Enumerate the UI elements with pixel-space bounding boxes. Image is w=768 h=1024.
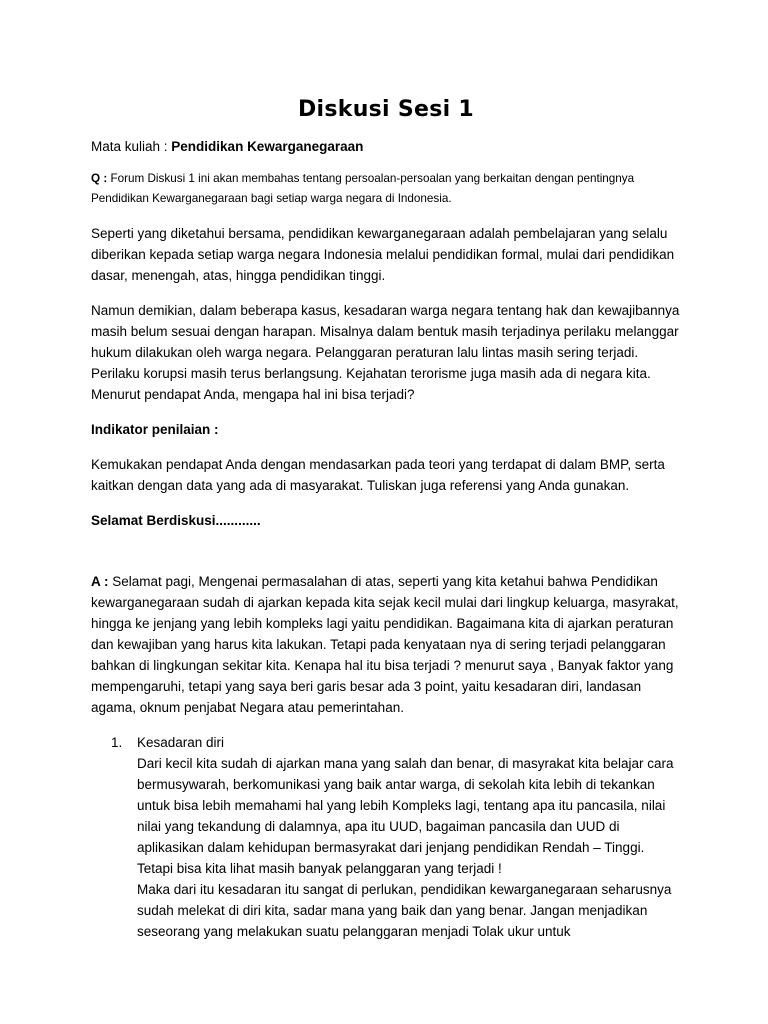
list-item-body-continued: Maka dari itu kesadaran itu sangat di perlukan, pendidikan kewarganegaraan seharusnya sudah melekat di diri kita, sadar mana yang baik dan yang benar. Jangan menjadikan seseorang yang melakukan suatu pelanggaran menjadi Tolak ukur untuk [137,882,672,939]
answer-paragraph [91,571,681,718]
course-line [91,136,681,157]
paragraph-problem: Namun demikian, dalam beberapa kasus, kesadaran warga negara tentang hak dan kewajibannya masih belum sesuai dengan harapan. Misalnya dalam bentuk masih terjadinya perilaku melanggar hukum dilakukan oleh warga negara. Pelanggaran peraturan lalu lintas masih sering terjadi. Perilaku korupsi masih terus berlangsung. Kejahatan terorisme juga masih ada di negara kita. Menurut pendapat Anda, mengapa hal ini bisa terjadi? [91,303,680,402]
list-item-heading: Kesadaran diri [137,735,225,750]
answer-text: Selamat pagi, Mengenai permasalahan di atas, seperti yang kita ketahui bahwa Pendidikan kewarganegaraan sudah di ajarkan kepada kita sejak kecil mulai dari lingkup keluarga, masyrakat, hingga ke jenjang yang lebih kompleks lagi yaitu pendidikan. Bagaimana kita di ajarkan peraturan dan kewajiban yang harus kita lakukan. Tetapi pada kenyataan nya di sering terjadi pelanggaran bahkan di lingkungan sekitar kita. Kenapa hal itu bisa terjadi ? menurut saya , Banyak faktor yang mempengaruhi, tetapi yang saya beri garis besar ada 3 point, yaitu kesadaran diri, landasan agama, oknum penjabat Negara atau pemerintahan. [91,574,679,715]
answer-list [91,732,681,942]
answer-prefix: A : [91,574,109,589]
indicator-text: Kemukakan pendapat Anda dengan mendasarkan pada teori yang terdapat di dalam BMP, serta kaitkan dengan data yang ada di masyarakat. Tuliskan juga referensi yang Anda gunakan. [91,457,665,493]
page-title: Diskusi Sesi 1 [297,97,475,122]
question-paragraph [91,169,681,209]
document-content [91,96,681,942]
list-item-number: 1. [111,735,123,750]
indicator-heading: Indikator penilaian : [91,422,219,437]
list-item [91,732,681,942]
course-label: Mata kuliah : [91,139,172,154]
question-prefix: Q : [91,172,108,185]
closing-line: Selamat Berdiskusi............ [91,513,261,528]
question-text: Forum Diskusi 1 ini akan membahas tentang persoalan-persoalan yang berkaitan dengan pentingnya Pendidikan Kewarganegaraan bagi setiap warga negara di Indonesia. [91,172,635,205]
course-value: Pendidikan Kewarganegaraan [171,139,364,154]
paragraph-intro: Seperti yang diketahui bersama, pendidikan kewarganegaraan adalah pembelajaran yang selalu diberikan kepada setiap warga negara Indonesia melalui pendidikan formal, mulai dari pendidikan dasar, menengah, atas, hingga pendidikan tinggi. [91,226,675,283]
list-item-body: Dari kecil kita sudah di ajarkan mana yang salah dan benar, di masyrakat kita belajar cara bermusywarah, berkomunikasi yang baik antar warga, di sekolah kita lebih di tekankan untuk bisa lebih memahami hal yang lebih Kompleks lagi, tentang apa itu pancasila, nilai nilai yang tekandung di dalamnya, apa itu UUD, bagaiman pancasila dan UUD di aplikasikan dalam kehidupan bermasyrakat dari jenjang pendidikan Rendah – Tinggi. Tetapi bisa kita lihat masih banyak pelanggaran yang terjadi ! [137,756,674,876]
